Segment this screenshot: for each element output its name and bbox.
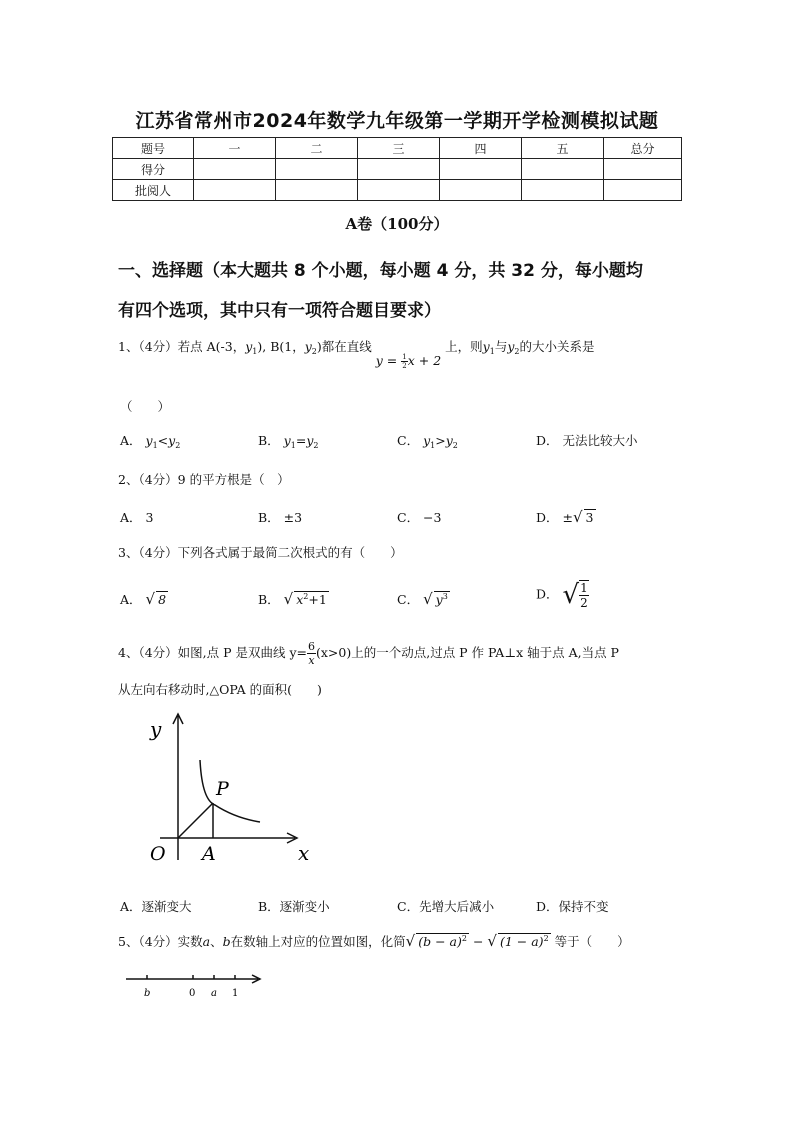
q3-option-c[interactable]: C． √ $y^3$ [397,590,448,608]
score-cell [194,159,276,180]
section-heading-line1: 一、选择题（本大题共 8 个小题，每小题 4 分，共 32 分，每小题均 [118,261,643,281]
question-4-stem-line1: 4、（4分）如图,点 P 是双曲线 y= $\frac{6}{x}$ (x>0)上的一个动点,过点 P 作 PA⊥x 轴于点 A,当点 P [118,640,619,667]
exam-title: 江苏省常州市2024年数学九年级第一学期开学检测模拟试题 [135,110,659,132]
point-a-label: A [202,843,216,865]
score-table-header-row [113,138,682,159]
q4-option-b[interactable]: B．逐渐变小 [258,899,330,914]
q3-option-d[interactable]: D． √ $\frac{1}{2}$ [536,580,588,610]
y1-symbol: $y_1$ [245,339,258,356]
y1-symbol: $y_1$ [482,339,495,356]
segment-op [178,803,213,838]
score-table-row [113,159,682,180]
score-row-label: 批阅人 [113,180,194,201]
q1-text: 1、（4分）若点 A(-3， [118,339,246,354]
score-header-cell: 一 [194,138,276,159]
score-header-cell: 四 [440,138,522,159]
q1-option-a[interactable]: A． $y_1<y_2$ [120,433,181,450]
q2-option-c[interactable]: C． −3 [397,510,442,525]
label-one: 1 [232,988,239,999]
score-cell [604,180,682,201]
q4-option-c[interactable]: C．先增大后减小 [397,899,495,914]
q1-text: 上，则 [445,339,483,354]
q1-text: ), B(1， [257,339,305,354]
score-header-cell: 五 [522,138,604,159]
q4-option-a[interactable]: A．逐渐变大 [120,899,192,914]
score-header-cell: 二 [276,138,358,159]
q1-option-d[interactable]: D． 无法比较大小 [536,433,638,448]
q3-option-b[interactable]: B． √ $x^2+1$ [258,590,327,608]
score-cell [194,180,276,201]
line-equation: y = $\frac{1}{2}$ x + 2 [375,353,442,370]
label-b: b [144,988,151,999]
score-cell [440,180,522,201]
origin-label: O [150,843,166,865]
y2-symbol: $y_2$ [304,339,317,356]
score-table [112,137,682,201]
question-4-stem-line2: 从左向右移动时,△OPA 的面积( ) [118,682,322,697]
score-cell [276,180,358,201]
question-2-stem: 2、（4分）9 的平方根是（ ） [118,472,290,487]
score-cell [604,159,682,180]
hyperbola-curve [200,760,260,822]
score-cell [276,159,358,180]
label-a: a [211,988,217,999]
score-table-row [113,180,682,201]
y-axis-label: y [150,717,162,741]
q2-option-a[interactable]: A． 3 [120,510,154,525]
q4-option-d[interactable]: D．保持不变 [536,899,609,914]
score-header-cell: 三 [358,138,440,159]
score-cell [358,159,440,180]
score-header-cell: 总分 [604,138,682,159]
q2-option-d[interactable]: D． ±√ 3 [536,508,594,526]
q1-text: )都在直线 [316,339,372,354]
question-5-stem: 5、（4分）实数a、b在数轴上对应的位置如图，化简√ $(b - a)^2$ − √ $(1 - a)^2$ 等于（ ） [118,932,630,950]
q1-text: 的大小关系是 [519,339,595,354]
point-p-label: P [216,778,229,800]
section-heading-line2: 有四个选项，其中只有一项符合题目要求） [118,301,441,321]
q1-option-c[interactable]: C． $y_1>y_2$ [397,433,458,450]
question-1-paren: （ ） [120,399,171,414]
label-zero: 0 [189,988,196,999]
q1-option-b[interactable]: B． $y_1=y_2$ [258,433,319,450]
score-cell [522,159,604,180]
score-row-label: 得分 [113,159,194,180]
y2-symbol: $y_2$ [507,339,520,356]
question-3-stem: 3、（4分）下列各式属于最简二次根式的有（ ） [118,545,403,560]
q2-option-b[interactable]: B． ±3 [258,510,303,525]
x-axis-label: x [298,841,310,865]
score-cell [358,180,440,201]
score-cell [440,159,522,180]
number-line-figure [122,968,272,1002]
q3-option-a[interactable]: A． √ 8 [120,590,167,608]
hyperbola-figure [140,710,320,870]
question-1-stem [118,337,595,370]
score-cell [522,180,604,201]
score-header-cell: 题号 [113,138,194,159]
q1-text: 与 [494,339,508,354]
volume-label: A卷（100分） [345,215,449,233]
